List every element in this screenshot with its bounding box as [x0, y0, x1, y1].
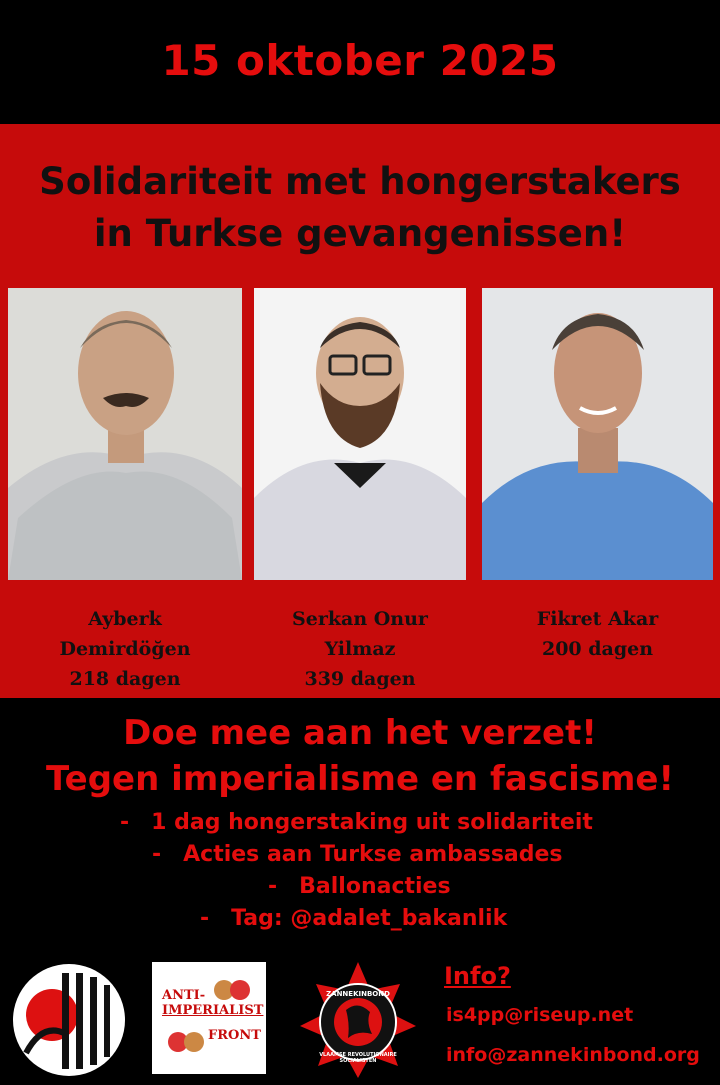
email-link-2[interactable]: info@zannekinbond.org — [446, 1044, 700, 1066]
zannekinbond-logo — [298, 960, 418, 1084]
aif-line-3: FRONT — [208, 1028, 261, 1043]
prisoner-photo-3 — [482, 288, 713, 580]
prisoner-name-1b: Demirdöğen — [59, 638, 191, 660]
prisoner-days-2: 339 dagen — [304, 668, 416, 690]
aif-line-2: IMPERIALIST — [162, 1003, 264, 1018]
action-item-3: - Ballonacties — [268, 874, 451, 899]
headline — [0, 156, 720, 260]
prisoner-name-3a: Fikret Akar — [536, 608, 659, 630]
prisoner-name-2b: Yilmaz — [324, 638, 396, 660]
action-item-2: - Acties aan Turkse ambassades — [152, 842, 563, 867]
action-item-1: - 1 dag hongerstaking uit solidariteit — [120, 810, 593, 835]
globe-icon — [212, 978, 252, 1002]
prisoner-photo-2 — [254, 288, 466, 580]
prisoner-name-2a: Serkan Onur — [292, 608, 428, 630]
info-title: Info? — [444, 962, 511, 990]
call-to-action — [0, 710, 720, 802]
email-link-1[interactable]: is4pp@riseup.net — [446, 1004, 634, 1026]
prison-solidarity-logo — [12, 963, 126, 1081]
prisoner-caption-1 — [8, 604, 242, 694]
prisoner-days-1: 218 dagen — [69, 668, 181, 690]
globe-icon-2 — [166, 1030, 206, 1054]
prisoner-caption-2 — [254, 604, 466, 694]
zannekinbond-bottom-text: VLAAMSE REVOLUTIONAIRE SOCIALISTEN — [319, 1052, 397, 1064]
prisoner-photo-1 — [8, 288, 242, 580]
call-line-2: Tegen imperialisme en fascisme! — [45, 759, 674, 799]
prisoner-caption-3 — [482, 604, 713, 664]
prisoner-name-1a: Ayberk — [88, 608, 162, 630]
prisoner-days-3: 200 dagen — [541, 638, 654, 660]
aif-line-1: ANTI- — [162, 988, 206, 1003]
headline-line-1: Solidariteit met hongerstakers — [39, 160, 681, 203]
event-date: 15 oktober 2025 — [161, 36, 559, 85]
anti-imperialist-front-logo — [152, 962, 266, 1074]
action-item-4: - Tag: @adalet_bakanlik — [200, 906, 508, 931]
zannekinbond-top-text: ZANNEKINBOND — [326, 990, 390, 998]
headline-line-2: in Turkse gevangenissen! — [93, 212, 627, 255]
call-line-1: Doe mee aan het verzet! — [123, 713, 597, 753]
